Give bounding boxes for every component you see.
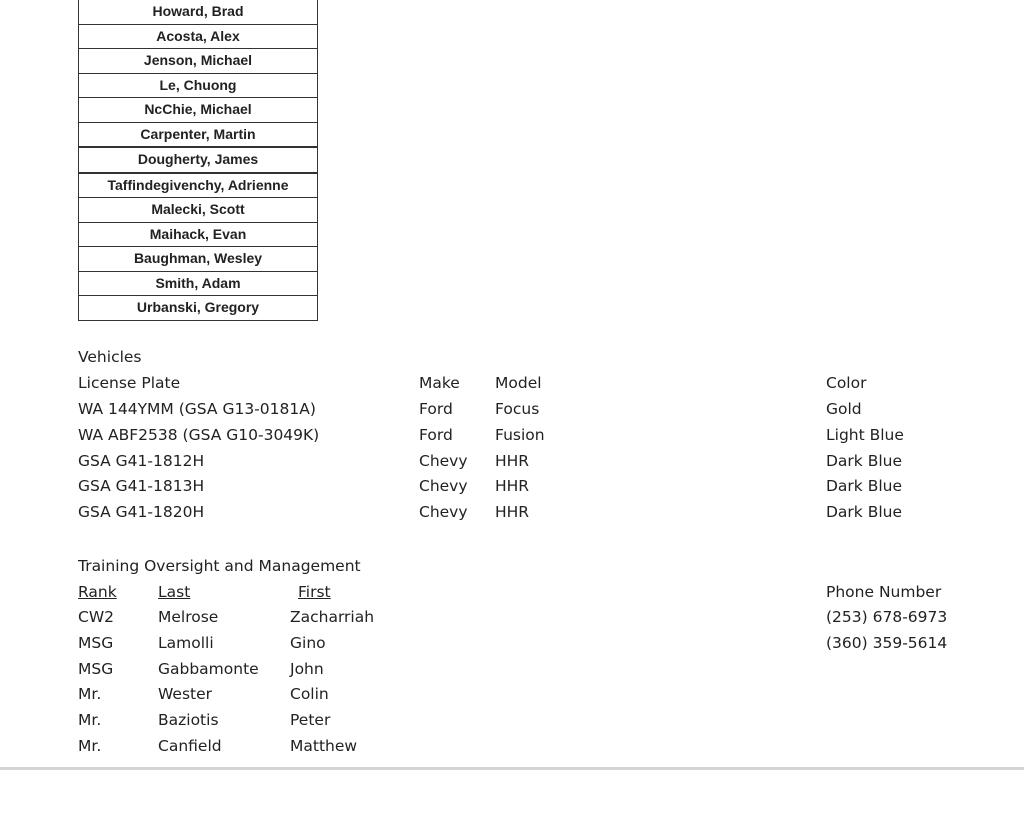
staff-last: Lamolli <box>158 634 214 652</box>
staff-phone: (253) 678-6973 <box>826 608 948 626</box>
vehicle-plate: WA ABF2538 (GSA G10-3049K) <box>78 426 320 444</box>
header-last: Last <box>158 583 191 601</box>
table-row <box>79 24 318 49</box>
header-first: First <box>298 583 331 601</box>
training-title: Training Oversight and Management <box>78 557 361 575</box>
staff-rank: Mr. <box>78 737 102 755</box>
vehicle-make: Ford <box>419 426 453 444</box>
vehicle-model: HHR <box>495 477 530 495</box>
table-row <box>79 0 318 24</box>
personnel-name: NcChie, Michael <box>79 98 318 123</box>
table-row <box>79 247 318 272</box>
staff-first: John <box>290 660 324 678</box>
vehicle-plate: GSA G41-1813H <box>78 477 205 495</box>
staff-last: Melrose <box>158 608 219 626</box>
vehicle-color: Dark Blue <box>826 503 903 521</box>
vehicle-model: HHR <box>495 503 530 521</box>
table-row <box>79 222 318 247</box>
personnel-name: Howard, Brad <box>79 0 318 24</box>
personnel-name: Malecki, Scott <box>79 198 318 223</box>
table-row <box>79 73 318 98</box>
personnel-name: Taffindegivenchy, Adrienne <box>79 173 318 198</box>
staff-last: Gabbamonte <box>158 660 259 678</box>
vehicle-plate: WA 144YMM (GSA G13-0181A) <box>78 400 316 418</box>
vehicle-color: Gold <box>826 400 862 418</box>
staff-first: Zacharriah <box>290 608 375 626</box>
personnel-name: Urbanski, Gregory <box>79 296 318 321</box>
table-row <box>79 296 318 321</box>
personnel-name: Acosta, Alex <box>79 24 318 49</box>
staff-last: Wester <box>158 685 213 703</box>
vehicle-make: Chevy <box>419 503 468 521</box>
table-row <box>79 173 318 198</box>
table-row <box>79 198 318 223</box>
staff-rank: Mr. <box>78 685 102 703</box>
personnel-name: Le, Chuong <box>79 73 318 98</box>
table-row <box>79 271 318 296</box>
vehicle-color: Light Blue <box>826 426 904 444</box>
header-model: Model <box>495 374 542 392</box>
header-license-plate: License Plate <box>78 374 181 392</box>
personnel-name: Baughman, Wesley <box>79 247 318 272</box>
vehicle-make: Chevy <box>419 477 468 495</box>
vehicle-model: Fusion <box>495 426 545 444</box>
header-make: Make <box>419 374 460 392</box>
personnel-name: Jenson, Michael <box>79 49 318 74</box>
staff-last: Canfield <box>158 737 222 755</box>
vehicles-title: Vehicles <box>78 348 142 366</box>
header-color: Color <box>826 374 867 392</box>
table-row <box>79 122 318 147</box>
vehicle-plate: GSA G41-1820H <box>78 503 205 521</box>
vehicle-model: HHR <box>495 452 530 470</box>
staff-rank: MSG <box>78 660 114 678</box>
staff-rank: Mr. <box>78 711 102 729</box>
vehicle-color: Dark Blue <box>826 452 903 470</box>
personnel-table <box>78 0 318 321</box>
vehicle-make: Ford <box>419 400 453 418</box>
vehicle-color: Dark Blue <box>826 477 903 495</box>
table-row <box>79 98 318 123</box>
staff-first: Matthew <box>290 737 358 755</box>
personnel-name: Dougherty, James <box>79 147 318 173</box>
personnel-name: Carpenter, Martin <box>79 122 318 147</box>
staff-rank: CW2 <box>78 608 115 626</box>
staff-phone: (360) 359-5614 <box>826 634 948 652</box>
header-rank: Rank <box>78 583 117 601</box>
header-phone: Phone Number <box>826 583 942 601</box>
vehicle-make: Chevy <box>419 452 468 470</box>
staff-first: Peter <box>290 711 331 729</box>
page-divider <box>0 767 1024 770</box>
vehicle-plate: GSA G41-1812H <box>78 452 205 470</box>
staff-rank: MSG <box>78 634 114 652</box>
table-row <box>79 147 318 173</box>
table-row <box>79 49 318 74</box>
staff-last: Baziotis <box>158 711 219 729</box>
staff-first: Gino <box>290 634 326 652</box>
personnel-name: Maihack, Evan <box>79 222 318 247</box>
vehicle-model: Focus <box>495 400 540 418</box>
personnel-name: Smith, Adam <box>79 271 318 296</box>
staff-first: Colin <box>290 685 329 703</box>
